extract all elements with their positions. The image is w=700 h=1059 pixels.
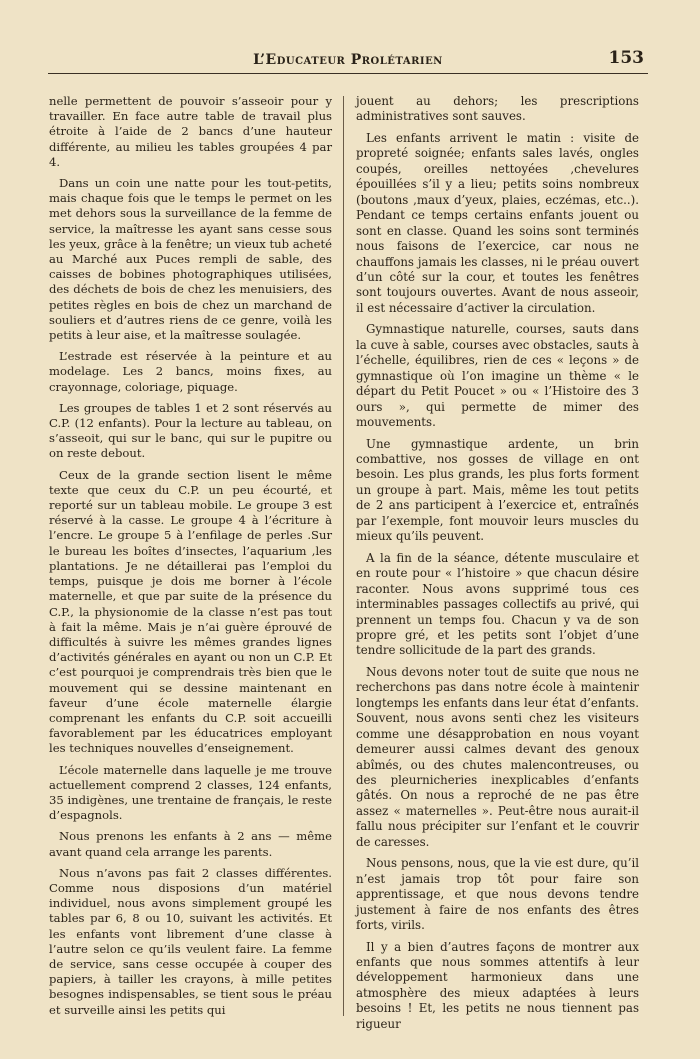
paragraph: Ceux de la grande section lisent le même texte que ceux du C.P. un peu écourté, et reporté sur un tableau mobile. Le groupe 3 est réservé à la casse. Le groupe 4 à l’écriture à l’encre. Le groupe 5 à l’enfilage de perles .Sur le bureau les boîtes d’insectes, l’aquarium ,les plantations. Je ne détaillerai pas l’emploi du temps, puisque je dois me borner à l’école maternelle, et que par suite de la présence du C.P., la physionomie de la classe n’est pas tout à fait la même. Mais je n’ai guère éprouvé de difficultés à suivre les mêmes grandes lignes d’activités générales en ayant ou non un C.P. Et c’est pourquoi je comprendrais très bien que le mouvement qui se dessine maintenant en faveur d’une école maternelle élargie comprenant les enfants du C.P. soit accueilli favorablement par les éducatrices employant les techniques nouvelles d’enseignement. xyxy=(49,467,332,756)
column-divider xyxy=(343,96,344,1016)
paragraph: Une gymnastique ardente, un brin combattive, nos gosses de village en ont besoin. Les plus grands, les plus forts forment un groupe à part. Mais, même les tout petits de 2 ans participent à l’exercice et, entraînés par l’exemple, font mouvoir leurs muscles du mieux qu’ils peuvent. xyxy=(356,436,639,544)
left-column xyxy=(49,94,332,1024)
paragraph: Nous prenons les enfants à 2 ans — même avant quand cela arrange les parents. xyxy=(49,829,332,859)
paragraph: Gymnastique naturelle, courses, sauts dans la cuve à sable, courses avec obstacles, sauts à l’échelle, équilibres, rien de ces « leçons » de gymnastique où l’on imagine un thème « le départ du Petit Poucet » ou « l’Histoire des 3 ours », qui permette de mimer des mouvements. xyxy=(356,322,639,430)
paragraph: jouent au dehors; les prescriptions administratives sont sauves. xyxy=(356,94,639,124)
paragraph: Nous n’avons pas fait 2 classes différentes. Comme nous disposions d’un matériel individuel, nous avons simplement groupé les tables par 6, 8 ou 10, suivant les activités. Et les enfants vont librement d’une classe à l’autre selon ce qu’ils veulent faire. La femme de service, sans cesse occupée à couper des papiers, à tailler les crayons, à mille petites besognes indispensables, se tient sous le préau et surveille ainsi les petits qui xyxy=(49,865,332,1017)
paragraph: A la fin de la séance, détente musculaire et en route pour « l’histoire » que chacun désire raconter. Nous avons supprimé tous ces interminables passages collectifs au privé, qui prennent un temps fou. Chacun y va de son propre gré, et les petits sont l’objet d’une tendre sollicitude de la part des grands. xyxy=(356,550,639,658)
paragraph: L’école maternelle dans laquelle je me trouve actuellement comprend 2 classes, 124 enfants, 35 indigènes, une trentaine de français, le reste d’espagnols. xyxy=(49,762,332,823)
running-header xyxy=(48,48,648,72)
paragraph: L’estrade est réservée à la peinture et au modelage. Les 2 bancs, moins fixes, au crayonnage, coloriage, piquage. xyxy=(49,349,332,394)
paragraph: Les groupes de tables 1 et 2 sont réservés au C.P. (12 enfants). Pour la lecture au tableau, on s’asseoit, qui sur le banc, qui sur le pupitre ou on reste debout. xyxy=(49,400,332,461)
paragraph: nelle permettent de pouvoir s’asseoir pour y travailler. En face autre table de travail plus étroite à l’aide de 2 bancs d’une hauteur différente, au milieu les tables groupées 4 par 4. xyxy=(49,94,332,169)
paragraph: Les enfants arrivent le matin : visite de propreté soignée; enfants sales lavés, ongles coupés, oreilles nettoyées ,chevelures épouillées s’il y a lieu; petits soins nombreux (boutons ,maux d’yeux, plaies, eczémas, etc..). Pendant ce temps certains enfants jouent ou sont en classe. Quand les soins sont terminés nous faisons de l’exercice, car nous ne chauffons jamais les classes, ni le préau ouvert d’un côté sur la cour, et toutes les fenêtres sont toujours ouvertes. Avant de nous asseoir, il est nécessaire d’activer la circulation. xyxy=(356,130,639,315)
header-rule xyxy=(48,73,648,74)
paragraph: Nous devons noter tout de suite que nous ne recherchons pas dans notre école à maintenir longtemps les enfants dans leur état d’enfants. Souvent, nous avons senti chez les visiteurs comme une désapprobation en nous voyant demeurer aussi calmes devant des genoux abîmés, ou des chutes malencontreuses, ou des pleurnicheries inexplicables d’enfants gâtés. On nous a reproché de ne pas être assez « maternelles ». Peut-être nous aurait-il fallu nous précipiter sur l’enfant et le couvrir de caresses. xyxy=(356,664,639,849)
page-number: 153 xyxy=(608,48,644,68)
right-column xyxy=(356,94,639,1038)
paragraph: Il y a bien d’autres façons de montrer aux enfants que nous sommes attentifs à leur développement harmonieux dans une atmosphère des mieux adaptées à leurs besoins ! Et, les petits ne nous tiennent pas rigueur xyxy=(356,939,639,1031)
journal-title: L’Educateur Prolétarien xyxy=(253,52,443,68)
paragraph: Dans un coin une natte pour les tout-petits, mais chaque fois que le temps le permet on les met dehors sous la surveillance de la femme de service, la maîtresse les ayant sans cesse sous les yeux, grâce à la fenêtre; un vieux tub acheté au Marché aux Puces rempli de sable, des caisses de bobines photographiques utilisées, des déchets de bois de chez les menuisiers, des petites règles en bois de chez un marchand de souliers et d’autres riens de ce genre, voilà les petits à leur aise, et la maîtresse soulagée. xyxy=(49,176,332,343)
paragraph: Nous pensons, nous, que la vie est dure, qu’il n’est jamais trop tôt pour faire son apprentissage, et que nous devons tendre justement à faire de nos enfants des êtres forts, virils. xyxy=(356,856,639,933)
